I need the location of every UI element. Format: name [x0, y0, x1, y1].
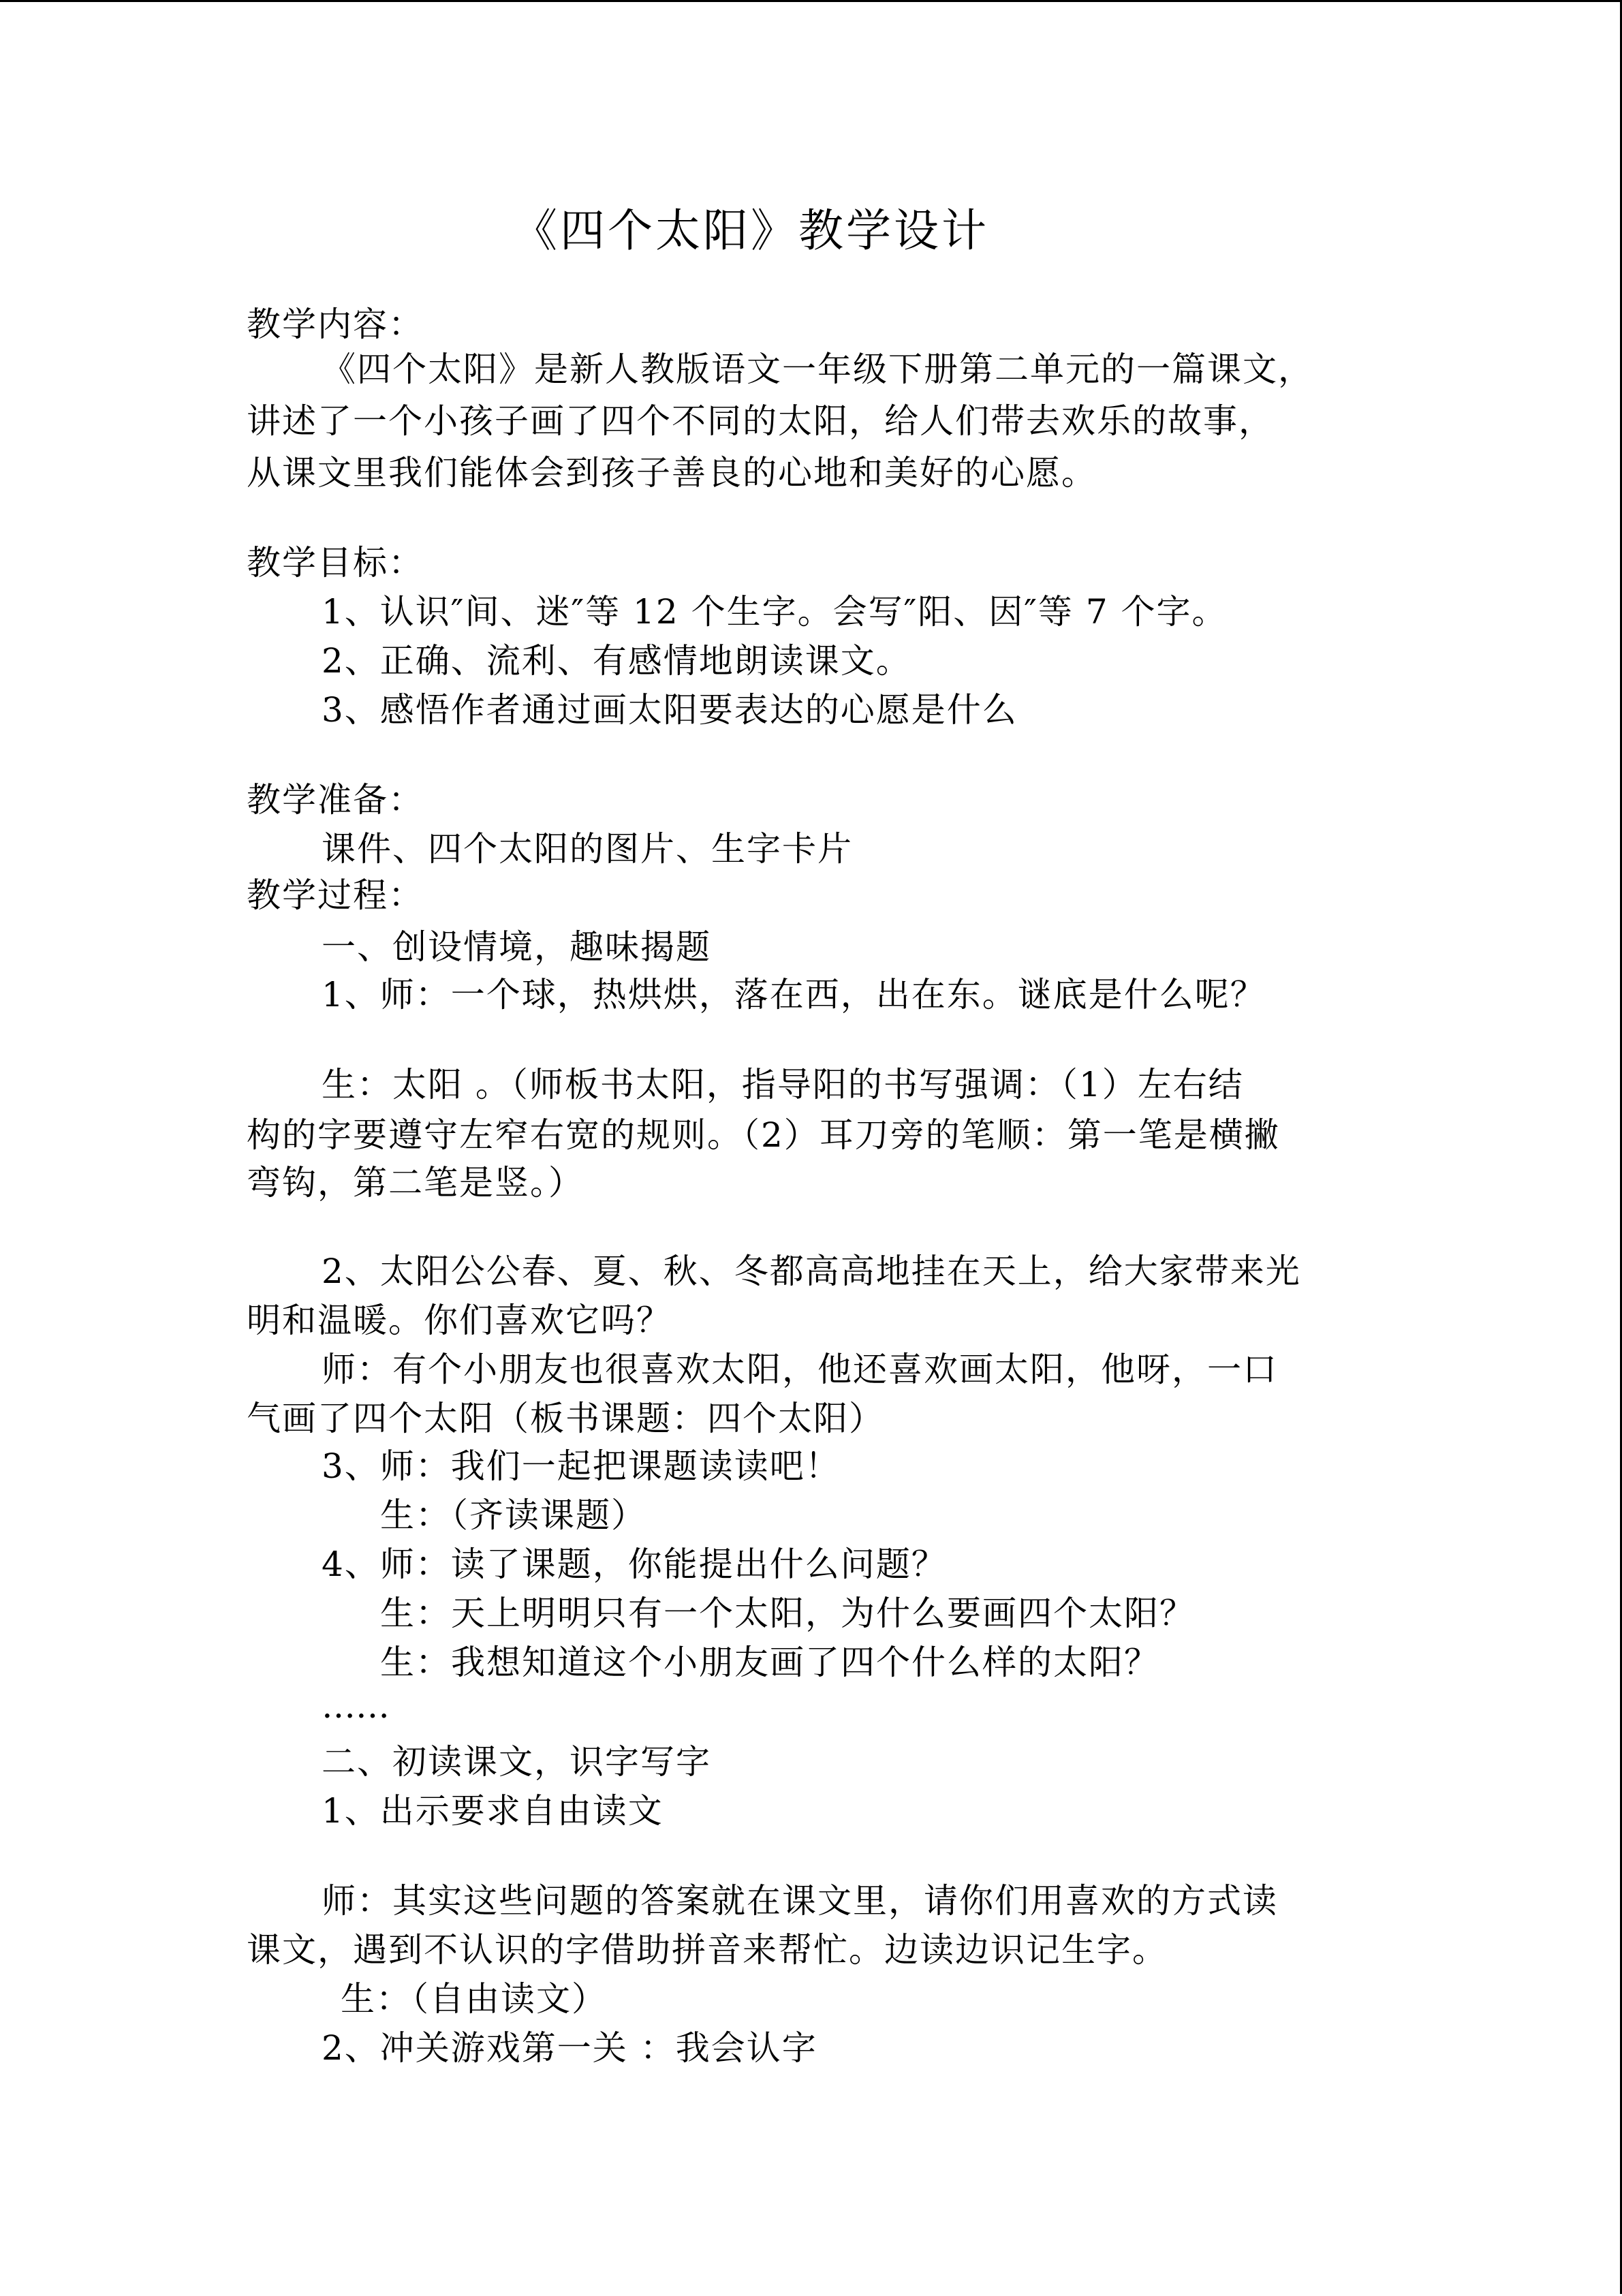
content-line: 讲述了一个小孩子画了四个不同的太阳，给人们带去欢乐的故事， [247, 401, 1274, 441]
step1-answer-line: 弯钩，第二笔是竖。） [247, 1163, 584, 1203]
step1-question-line: 明和温暖。你们喜欢它吗？ [247, 1301, 672, 1340]
step1-question: 4、师：读了课题，你能提出什么问题？ [322, 1545, 947, 1584]
content-heading: 教学内容： [247, 305, 424, 344]
step1-question: 3、师：我们一起把课题读读吧！ [322, 1446, 841, 1486]
content-line: 《四个太阳》是新人教版语文一年级下册第二单元的一篇课文， [322, 350, 1313, 389]
goal-item: 2、正确、流利、有感情地朗读课文。 [322, 641, 911, 681]
step1-answer-line: 构的字要遵守左窄右宽的规则。（2）耳刀旁的笔顺：第一笔是横撇 [247, 1115, 1280, 1155]
content-line: 从课文里我们能体会到孩子善良的心地和美好的心愿。 [247, 453, 1097, 493]
step1-answer: 生：我想知道这个小朋友画了四个什么样的太阳？ [380, 1643, 1159, 1682]
step1-answer-line: 生：太阳 。（师板书太阳，指导阳的书写强调：（1）左右结 [322, 1065, 1244, 1104]
process-heading: 教学过程： [247, 875, 424, 915]
step1-question-line: 2、太阳公公春、夏、秋、冬都高高地挂在天上，给大家带来光 [322, 1252, 1301, 1291]
step1-heading: 一、创设情境，趣味揭题 [322, 927, 711, 967]
step1-answer: 生：（齐读课题） [380, 1495, 646, 1535]
step1-teacher-line: 师：有个小朋友也很喜欢太阳，他还喜欢画太阳，他呀，一口 [322, 1350, 1278, 1389]
step2-item: 2、冲关游戏第一关 ：我会认字 [322, 2028, 817, 2068]
document-body [0, 2, 1622, 2296]
step2-answer: 生：（自由读文） [341, 1979, 607, 2019]
step2-item: 1、出示要求自由读文 [322, 1791, 664, 1831]
step1-question: 1、师：一个球，热烘烘，落在西，出在东。谜底是什么呢？ [322, 975, 1266, 1014]
prep-heading: 教学准备： [247, 780, 424, 820]
step2-teacher-line: 师：其实这些问题的答案就在课文里，请你们用喜欢的方式读 [322, 1881, 1278, 1921]
goal-item: 1、认识″间、迷″等 12 个生字。会写″阳、因″等 7 个字。 [322, 592, 1228, 632]
step1-answer: 生：天上明明只有一个太阳，为什么要画四个太阳？ [380, 1594, 1195, 1633]
document-title: 《四个太阳》教学设计 [512, 204, 989, 257]
ellipsis: …… [322, 1686, 390, 1726]
step2-teacher-line: 课文，遇到不认识的字借助拼音来帮忙。边读边识记生字。 [247, 1930, 1168, 1970]
goal-item: 3、感悟作者通过画太阳要表达的心愿是什么 [322, 690, 1018, 730]
goals-heading: 教学目标： [247, 543, 424, 583]
step1-teacher-line: 气画了四个太阳（板书课题：四个太阳） [247, 1399, 884, 1438]
step2-heading: 二、初读课文，识字写字 [322, 1742, 711, 1782]
prep-text: 课件、四个太阳的图片、生字卡片 [322, 829, 853, 869]
